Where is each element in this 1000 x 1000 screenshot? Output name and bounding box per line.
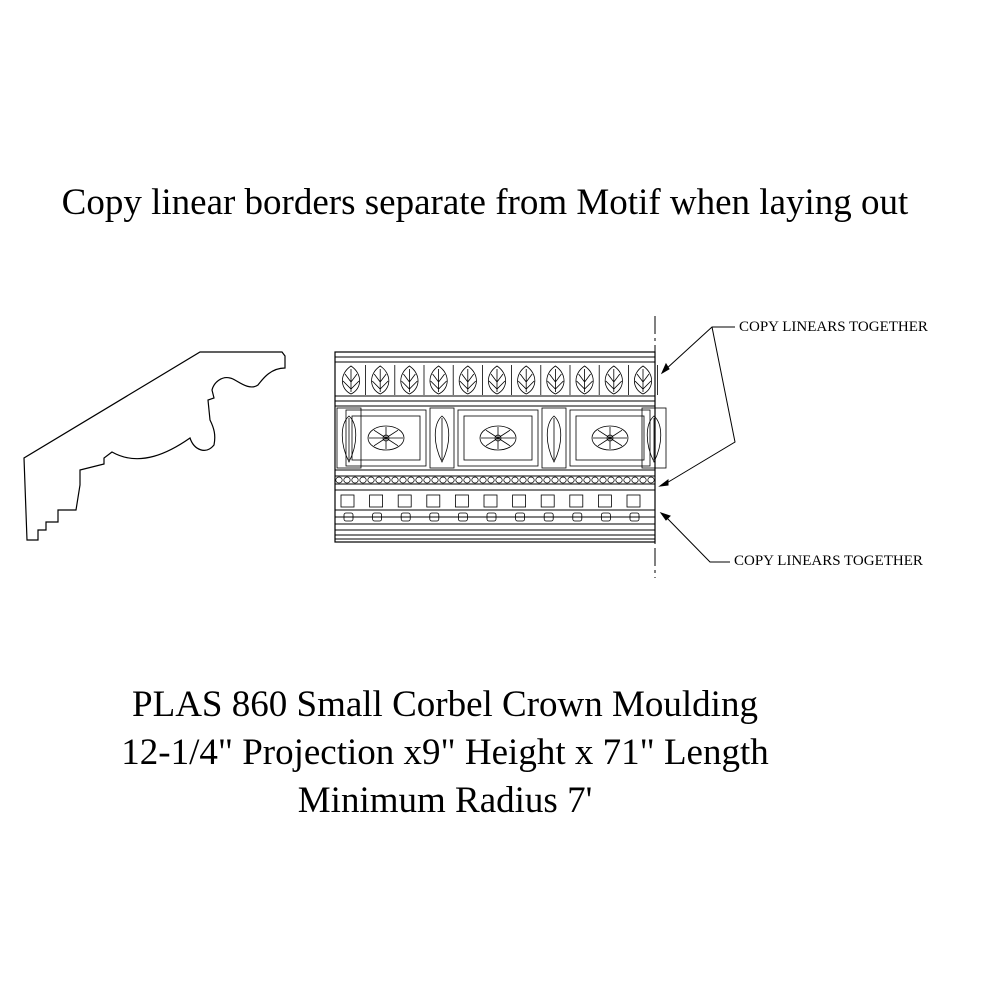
bead xyxy=(432,477,438,483)
bead xyxy=(600,477,606,483)
acanthus-leaf-vein xyxy=(606,369,622,392)
bead xyxy=(464,477,470,483)
rosette-petal xyxy=(598,430,610,438)
dentil-block xyxy=(427,495,440,507)
bead xyxy=(592,477,598,483)
dentil-block xyxy=(570,495,583,507)
rosette-petal xyxy=(374,438,386,446)
rosette-petal xyxy=(598,438,610,446)
rosette-petal xyxy=(374,430,386,438)
callout-bottom: COPY LINEARS TOGETHER xyxy=(734,553,923,569)
rosette-petal xyxy=(486,430,498,438)
acanthus-leaf-vein xyxy=(460,369,476,392)
bead xyxy=(504,477,510,483)
bead xyxy=(352,477,358,483)
bead-band xyxy=(336,477,654,483)
bead xyxy=(616,477,622,483)
bead xyxy=(608,477,614,483)
rosette-petal xyxy=(486,438,498,446)
bead xyxy=(520,477,526,483)
bead xyxy=(408,477,414,483)
layout-instruction-heading: Copy linear borders separate from Motif when laying out xyxy=(61,182,909,223)
bead xyxy=(560,477,566,483)
bead xyxy=(536,477,542,483)
product-min-radius: Minimum Radius 7' xyxy=(297,780,593,821)
bead xyxy=(384,477,390,483)
bead xyxy=(424,477,430,483)
acanthus-leaf-vein xyxy=(577,369,593,392)
bead xyxy=(528,477,534,483)
product-dimensions: 12-1/4" Projection x9" Height x 71" Length xyxy=(121,732,769,773)
dentil-block xyxy=(513,495,526,507)
acanthus-leaf-vein xyxy=(401,369,417,392)
acanthus-leaf-vein xyxy=(518,369,534,392)
bead xyxy=(448,477,454,483)
rosette-petal xyxy=(610,438,622,446)
dentil-block xyxy=(370,495,383,507)
bead xyxy=(488,477,494,483)
moulding-profile-section xyxy=(24,352,285,540)
dentil-block xyxy=(627,495,640,507)
dentil-block xyxy=(341,495,354,507)
bead xyxy=(576,477,582,483)
product-title: PLAS 860 Small Corbel Crown Moulding xyxy=(132,684,758,725)
dentil-block xyxy=(484,495,497,507)
leader-lines xyxy=(660,327,735,562)
dentil-block xyxy=(598,495,611,507)
bead xyxy=(440,477,446,483)
bead xyxy=(640,477,646,483)
bead xyxy=(360,477,366,483)
bead xyxy=(344,477,350,483)
bead xyxy=(512,477,518,483)
bead xyxy=(456,477,462,483)
product-caption xyxy=(0,681,890,825)
bead xyxy=(648,477,654,483)
acanthus-leaf-vein xyxy=(635,369,651,392)
rosette-panel-band xyxy=(337,408,666,468)
dentil-block xyxy=(455,495,468,507)
bead xyxy=(624,477,630,483)
acanthus-leaf-band xyxy=(342,365,657,395)
bead xyxy=(392,477,398,483)
callout-top: COPY LINEARS TOGETHER xyxy=(739,319,928,335)
bead xyxy=(368,477,374,483)
dentil-block xyxy=(398,495,411,507)
bead xyxy=(400,477,406,483)
bead xyxy=(376,477,382,483)
bead xyxy=(568,477,574,483)
bead xyxy=(544,477,550,483)
acanthus-leaf-vein xyxy=(343,369,359,392)
bead xyxy=(584,477,590,483)
bead xyxy=(472,477,478,483)
bead xyxy=(496,477,502,483)
acanthus-leaf-vein xyxy=(431,369,447,392)
rosette-petal xyxy=(386,438,398,446)
rosette-petal xyxy=(498,430,510,438)
dentil-block xyxy=(541,495,554,507)
acanthus-leaf-vein xyxy=(547,369,563,392)
rosette-petal xyxy=(498,438,510,446)
acanthus-leaf-vein xyxy=(489,369,505,392)
bead xyxy=(632,477,638,483)
bead xyxy=(336,477,342,483)
acanthus-leaf-vein xyxy=(372,369,388,392)
rosette-petal xyxy=(610,430,622,438)
bead xyxy=(480,477,486,483)
bead xyxy=(552,477,558,483)
rosette-petal xyxy=(386,430,398,438)
bead xyxy=(416,477,422,483)
